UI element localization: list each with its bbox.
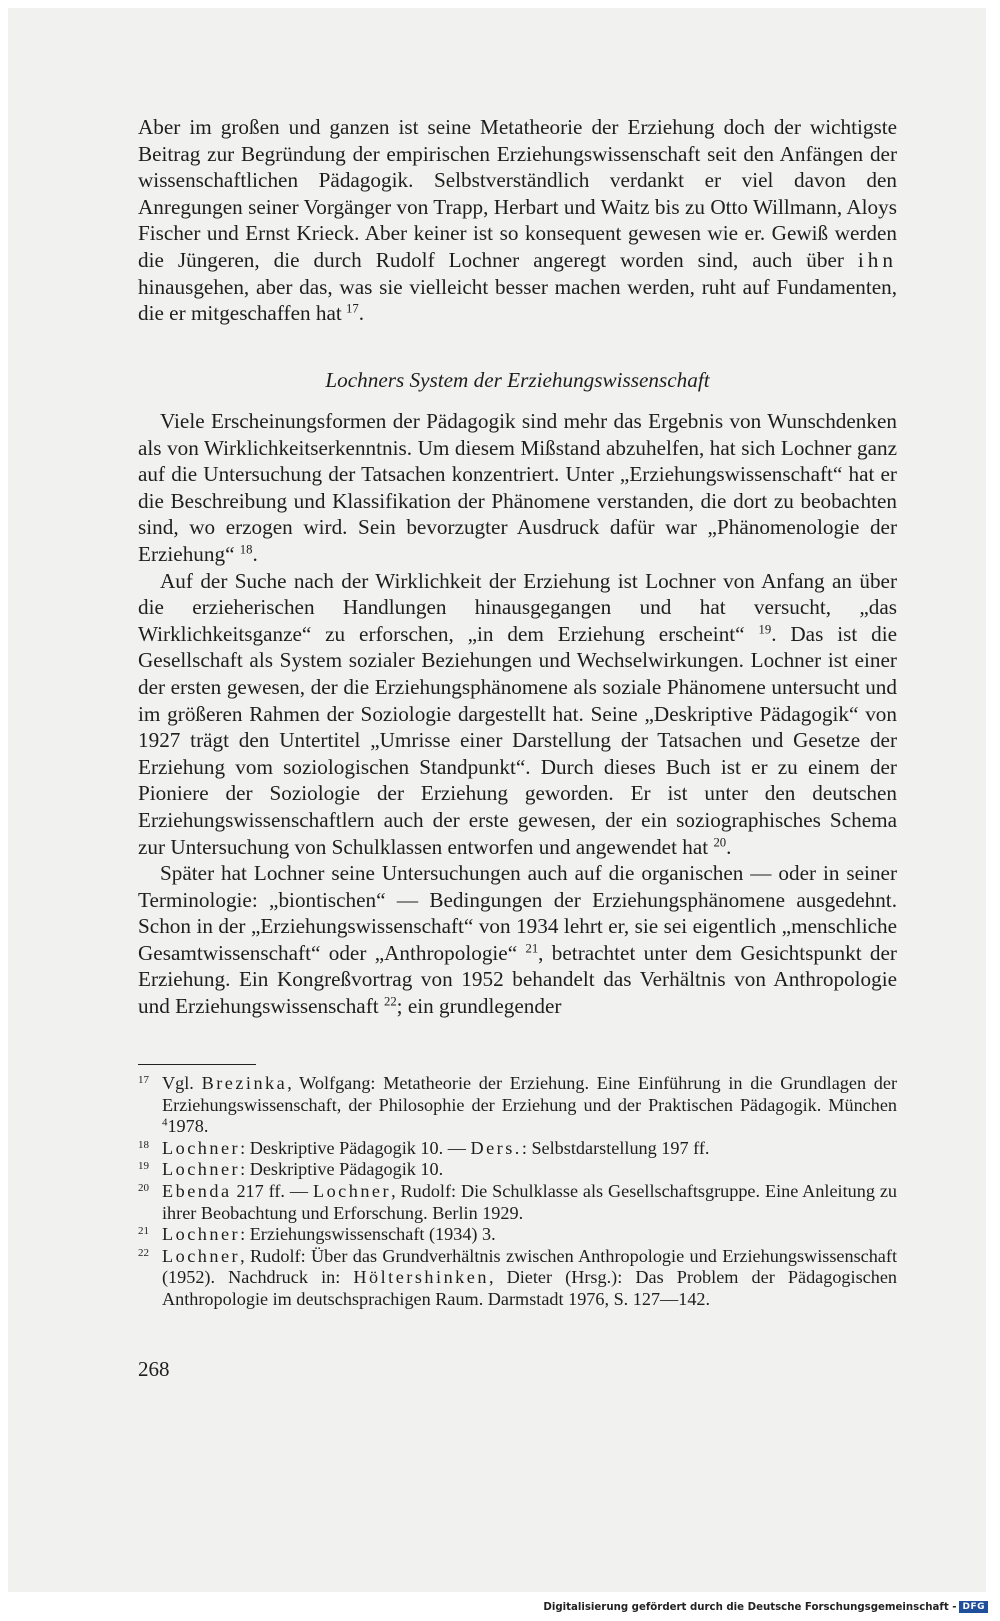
footnote-ref-18: 18 xyxy=(239,542,253,557)
footnote-author-2: Lochner xyxy=(312,1180,392,1201)
footnote-author: Lochner xyxy=(162,1245,241,1266)
footnote-ref-19: 19 xyxy=(758,622,772,637)
footnote-20 xyxy=(138,1181,897,1224)
footnote-ref-20: 20 xyxy=(713,834,727,849)
p1-text-b: hinausgehen, aber das, was sie vielleicht besser machen werden, ruht auf Fundamenten, die er mitgeschaffen hat xyxy=(138,274,897,326)
footnote-tail: , Dieter (Hrsg.): Das Problem der Pädagogischen Anthropologie im deutschsprachigen Raum. Darmstadt 1976, S. 127—142. xyxy=(162,1267,897,1309)
footnote-number: 19 xyxy=(138,1160,149,1173)
dfg-logo: DFG xyxy=(959,1601,988,1613)
body-text-top xyxy=(138,114,897,327)
footnote-author: Lochner xyxy=(162,1224,241,1245)
footnote-ref-17: 17 xyxy=(346,301,359,316)
footnote-21 xyxy=(138,1224,897,1246)
footnote-19 xyxy=(138,1159,897,1181)
page-number: 268 xyxy=(138,1357,170,1381)
footnote-tail: : Selbstdarstellung 197 ff. xyxy=(521,1137,710,1158)
digitization-credit xyxy=(543,1601,988,1613)
paragraph-1 xyxy=(138,114,897,327)
footnotes xyxy=(138,1073,897,1311)
footnote-ref-21: 21 xyxy=(525,941,539,956)
p4-text-b: , betrachtet unter dem Gesichtspunkt der Erziehung. Ein Kongreßvortrag von 1952 behandelt das Verhältnis von Anthropologie und Erziehungswissenschaft xyxy=(138,940,897,1019)
p2-text-b: . xyxy=(252,541,258,566)
p2-text-a: Viele Erscheinungsformen der Pädagogik sind mehr das Ergebnis von Wunschdenken als von Wirklichkeitserkenntnis. Um diesem Mißstand abzuhelfen, hat sich Lochner ganz auf die Untersuchung der Tatsachen konzentriert. Unter „Erziehungswissenschaft“ hat er die Beschreibung und Klassifikation der Phänomene verstanden, die dort zu beobachten sind, wo erzogen wird. Sein bevorzugter Ausdruck dafür war „Phänomenologie der Erziehung“ xyxy=(138,409,897,566)
footnote-18 xyxy=(138,1138,897,1160)
footnote-tail: , Rudolf: Die Schulklasse als Gesellschaftsgruppe. Eine Anleitung zu ihrer Beobachtung und Erforschung. Berlin 1929. xyxy=(162,1180,897,1223)
footnote-number: 22 xyxy=(138,1246,149,1259)
footnote-number: 17 xyxy=(138,1074,149,1086)
edition-superscript: 4 xyxy=(162,1116,168,1129)
footnote-author-2: Höltershinken xyxy=(353,1267,489,1288)
footnote-author: Lochner xyxy=(162,1159,241,1180)
footnote-22 xyxy=(138,1246,897,1311)
paragraph-2 xyxy=(138,408,897,568)
footnote-author: Ebenda xyxy=(162,1180,232,1201)
p3-text-c: . xyxy=(726,834,732,859)
p4-text-c: ; ein grundlegender xyxy=(396,994,562,1019)
footnote-number: 21 xyxy=(138,1225,149,1238)
footnote-divider xyxy=(138,1064,256,1065)
footnote-text: 217 ff. — xyxy=(231,1180,313,1201)
footnote-ref-22: 22 xyxy=(383,994,397,1009)
footnote-lead: Vgl. xyxy=(162,1073,202,1093)
footnote-author: Lochner xyxy=(162,1137,241,1158)
paragraph-3 xyxy=(138,568,897,861)
body-text-main xyxy=(138,408,897,1020)
footnote-author-2: Ders. xyxy=(470,1137,522,1158)
footnote-text: : Deskriptive Pädagogik 10. xyxy=(240,1159,444,1180)
paragraph-4 xyxy=(138,860,897,1020)
footnote-author: Brezinka xyxy=(201,1073,288,1093)
footnote-number: 20 xyxy=(138,1181,149,1194)
footnote-text: : Erziehungswissenschaft (1934) 3. xyxy=(240,1224,496,1245)
p3-text-a: Auf der Suche nach der Wirklichkeit der Erziehung ist Lochner von Anfang an über die erzieherischen Handlungen hinausgegangen und hat versucht, „das Wirklichkeitsganze“ zu erforschen, „in dem Erziehung erscheint“ xyxy=(138,568,897,646)
section-heading: Lochners System der Erziehungswissenschaft xyxy=(325,368,710,392)
footnote-text: , Wolfgang: Metatheorie der Erziehung. Eine Einführung in die Grundlagen der Erziehungswissenschaft, der Philosophie der Erziehung und der Praktischen Pädagogik. München xyxy=(162,1073,898,1115)
p1-emph-ihn: ihn xyxy=(857,247,897,272)
footnote-text: : Deskriptive Pädagogik 10. — xyxy=(240,1137,471,1158)
credit-text: Digitalisierung gefördert durch die Deutsche Forschungsgemeinschaft - xyxy=(543,1601,957,1613)
p4-text-a: Später hat Lochner seine Untersuchungen auch auf die organischen — oder in seiner Terminologie: „biontischen“ — Bedingungen der Erziehungsphänomene ausgedehnt. Schon in der „Erziehungswissenschaft“ von 1934 lehrt er, sie sei eigentlich „menschliche Gesamtwissenschaft“ oder „Anthropologie“ xyxy=(138,861,897,965)
footnote-text: , Rudolf: Über das Grundverhältnis zwischen Anthropologie und Erziehungswissenschaft (1952). Nachdruck in: xyxy=(162,1245,897,1288)
footnote-number: 18 xyxy=(138,1138,149,1151)
p1-text-c: . xyxy=(358,301,365,326)
p3-text-b: . Das ist die Gesellschaft als System sozialer Beziehungen und Wechselwirkungen. Lochner ist einer der ersten gewesen, der die Erziehungsphänomene als soziale Phänomene untersucht und im größeren Rahmen der Soziologie dargestellt hat. Seine „Deskriptive Pädagogik“ von 1927 trägt den Untertitel „Umrisse einer Darstellung der Tatsachen und Gesetze der Erziehung vom soziologischen Standpunkt“. Durch dieses Buch ist er zu einem der Pioniere der Soziologie der Erziehung geworden. Er ist unter den deutschen Erziehungswissenschaftlern auch der erste gewesen, der ein soziographisches Schema zur Untersuchung von Schulklassen entworfen und angewendet hat xyxy=(138,621,897,859)
footnote-17 xyxy=(138,1073,897,1138)
p1-text-a: Aber im großen und ganzen ist seine Metatheorie der Erziehung doch der wichtigste Beitrag zur Begründung der empirischen Erziehungswissenschaft seit den Anfängen der wissenschaftlichen Pädagogik. Selbstverständlich verdankt er viel davon den Anregungen seiner Vorgänger von Trapp, Herbart und Waitz bis zu Otto Willmann, Aloys Fischer und Ernst Krieck. Aber keiner ist so konsequent gewesen wie er. Gewiß werden die Jüngeren, die durch Rudolf Lochner angeregt worden sind, auch über xyxy=(138,115,897,272)
footnote-tail: 1978. xyxy=(167,1116,209,1137)
